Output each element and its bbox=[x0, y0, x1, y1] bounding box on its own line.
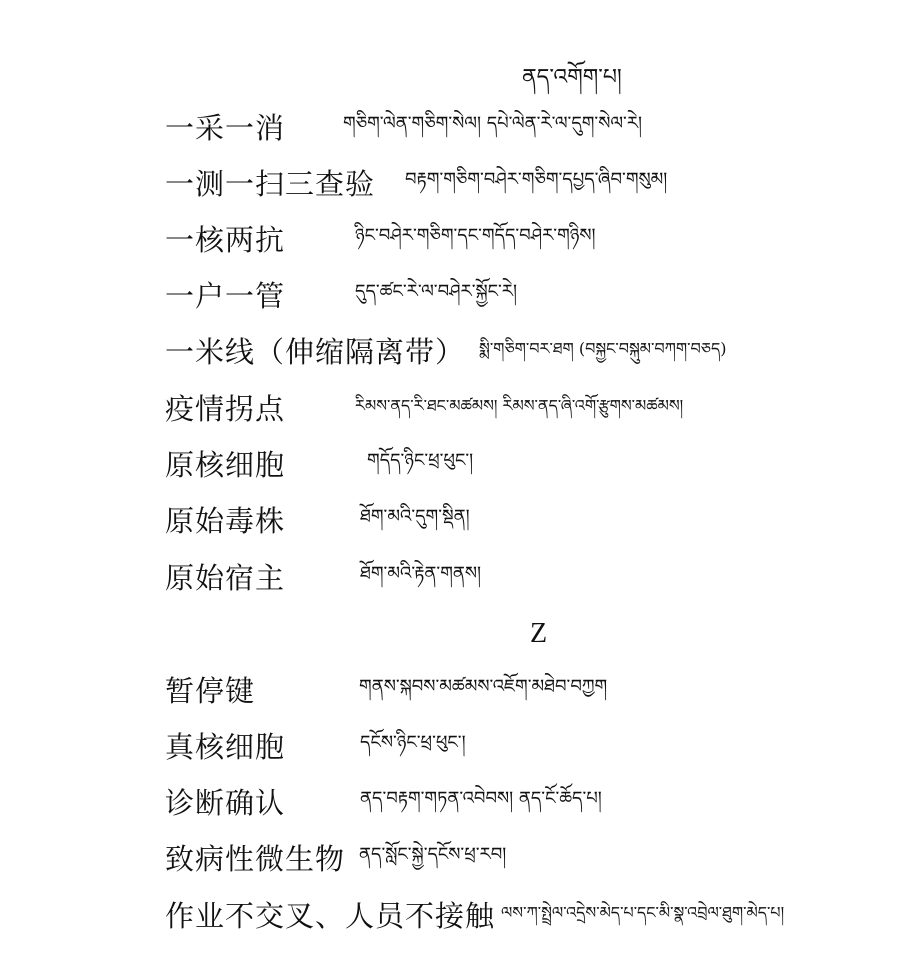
glossary-entry bbox=[165, 438, 902, 488]
tibetan-term: ནད་སློང་སྐྱེ་དངོས་ཕྲ་རབ། bbox=[359, 844, 507, 865]
chinese-term: 致病性微生物 bbox=[165, 841, 346, 876]
tibetan-term: དུད་ཚང་རེ་ལ་བཤེར་སྐྱོང་རེ། bbox=[355, 281, 517, 302]
glossary-entry bbox=[165, 269, 902, 319]
glossary-entry bbox=[165, 101, 902, 151]
chinese-term: 原始宿主 bbox=[165, 560, 286, 595]
tibetan-term: གནས་སྐབས་མཚམས་འཇོག་མཐེབ་བཀྱག bbox=[359, 676, 608, 697]
glossary-entry bbox=[165, 157, 902, 207]
section-header-letter: Z bbox=[530, 618, 548, 649]
glossary-entry bbox=[165, 832, 902, 882]
glossary-entry bbox=[165, 889, 902, 939]
glossary-entry bbox=[165, 551, 902, 601]
tibetan-term: སྨི་གཅིག་བར་ཐག (བསྐྱང་བསྐུམ་བཀག་བཅད) bbox=[479, 338, 727, 358]
glossary-entry bbox=[165, 720, 902, 770]
chinese-term: 一核两抗 bbox=[165, 222, 286, 257]
chinese-term: 作业不交叉、人员不接触 bbox=[165, 898, 496, 933]
chinese-term: 原核细胞 bbox=[165, 447, 286, 482]
tibetan-term: གདོད་ཉིང་ཕྲ་ཕུང་། bbox=[367, 450, 474, 471]
chinese-term: 一米线（伸缩隔离带） bbox=[165, 334, 466, 369]
chinese-term: 真核细胞 bbox=[165, 729, 286, 764]
section-header-tibetan: ནད་འགོག་པ། bbox=[522, 65, 622, 90]
chinese-term: 一采一消 bbox=[165, 110, 286, 145]
chinese-term: 一户一管 bbox=[165, 278, 286, 313]
tibetan-term: ཐོག་མའི་དུག་སྡིན། bbox=[360, 506, 470, 527]
chinese-term: 一测一扫三查验 bbox=[165, 166, 376, 201]
chinese-term: 诊断确认 bbox=[165, 785, 286, 820]
glossary-entry bbox=[165, 382, 902, 432]
glossary-entry bbox=[165, 213, 902, 263]
tibetan-term: ཐོག་མའི་རྟེན་གནས། bbox=[360, 563, 482, 584]
tibetan-term: ཉིང་བཤེར་གཅིག་དང་གདོད་བཤེར་གཉིས། bbox=[355, 225, 596, 246]
tibetan-term: དངོས་ཉིང་ཕྲ་ཕུང་། bbox=[360, 732, 466, 753]
tibetan-term: རིམས་ནད་རི་ཐང་མཚམས། རིམས་ནད་ཞི་འགོ་རྩུགས་མཚམས། bbox=[355, 395, 684, 415]
chinese-term: 原始毒株 bbox=[165, 503, 286, 538]
tibetan-term: ལས་ཀ་སྤྲེལ་འདྲེས་མེད་པ་དང་མི་སྣ་འབྲེལ་ཐུག་མེད་པ། bbox=[501, 902, 785, 922]
chinese-term: 暂停键 bbox=[165, 673, 256, 708]
glossary-entry bbox=[165, 325, 902, 375]
tibetan-term: བརྟག་གཅིག་བཤེར་གཅིག་དཔྱད་ཞིབ་གསུམ། bbox=[405, 169, 668, 190]
glossary-entry bbox=[165, 494, 902, 544]
glossary-entry bbox=[165, 664, 902, 714]
tibetan-term: གཅིག་ལེན་གཅིག་སེལ། དཔེ་ལེན་རེ་ལ་དུག་སེལ་རེ། bbox=[343, 113, 643, 134]
glossary-entry bbox=[165, 776, 902, 826]
chinese-term: 疫情拐点 bbox=[165, 391, 286, 426]
tibetan-term: ནད་བརྟག་གཏན་འབེབས། ནད་ངོ་ཆོད་པ། bbox=[360, 788, 602, 809]
